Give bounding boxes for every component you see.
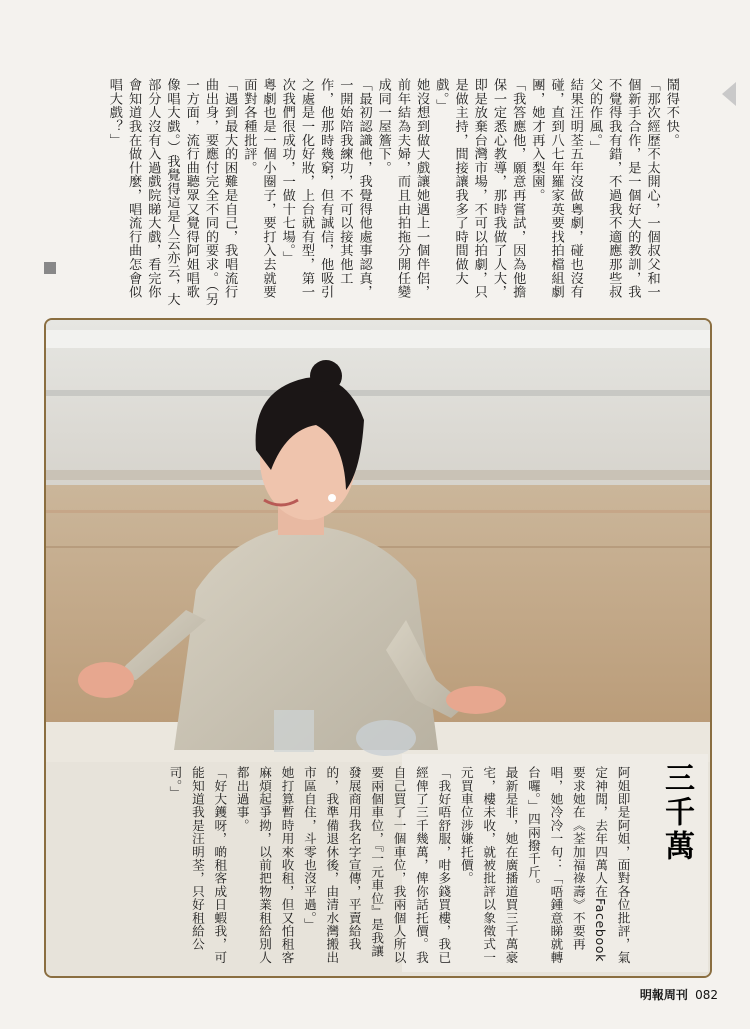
page-number: 082 bbox=[695, 988, 718, 1002]
article-body bbox=[44, 78, 700, 306]
sidebar-box bbox=[167, 754, 708, 972]
article-text: 鬧得不快。 「那次經歷不太開心，一個叔父和一個新手合作，是一個好大的教訓，我不覺得我有錯，不過我不適應那些叔父的作風。」 結果汪明荃五年沒做粵劇，碰也沒有碰，直到八七年羅家英要找拍檔組劇團，她才再入梨園。 「我答應他，願意再嘗試，因為他擔保一定悉心教導，那時我做了人大，即是放棄台灣市場，不可以拍劇，只是做主持，間接讓我多了時間做大戲。」 她沒想到做大戲讓她遇上一個伴侶，前年結為夫婦，而且由拍拖分開任變成同一屋簷下。 「最初認識他，我覺得他處事認真，一開始陪我練功，不可以接其他工作，他那時幾窮，但有誠信，他吸引之處是一化好妝，上台就有型，第一次我們很成功，一做十七場。」 粵劇也是一個小圈子，要打入去就要面對各種批評。 「遇到最大的困難是自己，我唱流行曲出身，要應付完全不同的要求。（另一方面，流行曲聽眾又覺得阿姐唱歌像唱大戲。）我覺得這是人云亦云，大部分人沒有入過戲院睇大戲，看完你會知道我在做什麼，唱流行曲怎會似唱大戲？」 bbox=[106, 78, 679, 306]
sidebar-body bbox=[167, 766, 656, 966]
photo-frame bbox=[44, 318, 712, 978]
sidebar-text: 阿姐即是阿姐，面對各位批評，氣定神閒，去年四萬人在Facebook要求她在《荃加福祿壽》不要再唱，她冷冷一句：「唔鍾意睇就轉台囉。」四兩撥千斤。 最新是非，她在廣播道買三千萬豪宅，樓未收，就被批評以象徵式一元買車位涉嫌托價。 「我好唔舒服，咁多錢買樓，我已經俾了三千幾萬，俾你話托價。我自己買了一個車位，我兩個人所以要兩個車位，『一元車位』是我讓發展商用我名字宣傳，平賣給我的，我準備退休後，由清水灣搬出市區自住，斗零也沒平過。」 她打算暫時用來收租，但又怕租客麻煩起爭拗，以前把物業租給別人都出過事。 「好大鑊呀，啲租客成日蝦我，可能知道我是汪明荃，只好租給公司。」 bbox=[167, 766, 631, 964]
page-footer bbox=[640, 986, 718, 1003]
end-mark-icon bbox=[44, 262, 56, 274]
sidebar-title: 三千萬 bbox=[659, 762, 694, 864]
corner-triangle-icon bbox=[722, 82, 736, 106]
magazine-name: 明報周刊 bbox=[639, 988, 688, 1002]
